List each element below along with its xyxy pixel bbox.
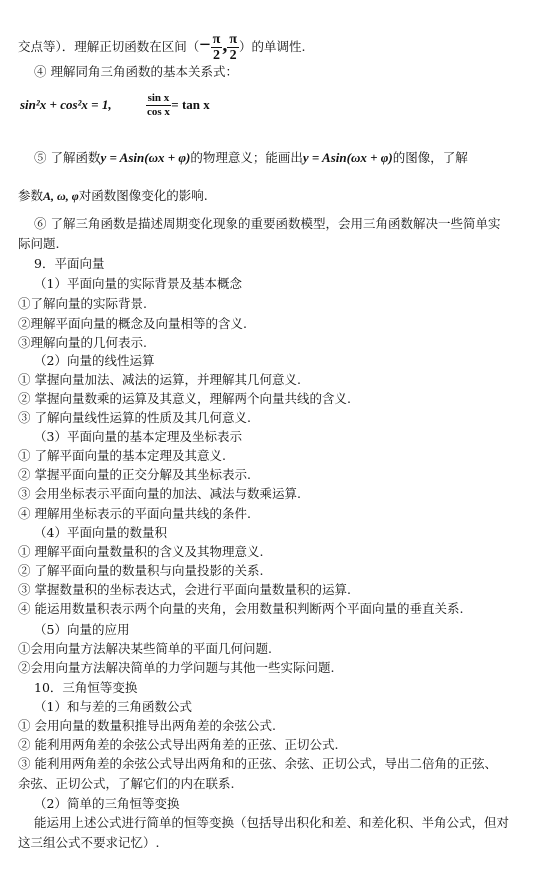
text-line: 余弦、正切公式，了解它们的内在联系. bbox=[18, 776, 235, 791]
text-line: ① 会用向量的数量积推导出两角差的余弦公式. bbox=[18, 718, 276, 733]
text-line: ③ 掌握数量积的坐标表达式，会进行平面向量数量积的运算. bbox=[18, 582, 351, 597]
subsection-heading: （3）平面向量的基本定理及坐标表示 bbox=[34, 429, 242, 444]
numerator: π bbox=[229, 32, 238, 47]
text-line bbox=[18, 188, 208, 204]
text-line: ② 掌握平面向量的正交分解及其坐标表示. bbox=[18, 467, 251, 482]
comma: , bbox=[222, 34, 228, 56]
text-line: 能运用上述公式进行简单的恒等变换（包括导出积化和差、和差化积、半角公式，但对 bbox=[34, 815, 510, 830]
fraction bbox=[146, 92, 172, 119]
formula: y = Asin(ωx + φ) bbox=[302, 150, 393, 165]
text-span: 交点等）．理解正切函数在区间（ bbox=[18, 39, 200, 54]
text-line: ②理解平面向量的概念及向量相等的含义. bbox=[18, 316, 247, 331]
subsection-heading: （2）向量的线性运算 bbox=[34, 353, 155, 368]
text-line: ① 掌握向量加法、减法的运算，并理解其几何意义. bbox=[18, 372, 301, 387]
text-line: 这三组公式不要求记忆）. bbox=[18, 835, 160, 850]
numerator: π bbox=[212, 32, 221, 47]
numerator: sin x bbox=[147, 92, 170, 104]
text-line: ③理解向量的几何表示. bbox=[18, 335, 147, 350]
text-line: 际问题. bbox=[18, 236, 60, 251]
denominator: 2 bbox=[229, 48, 237, 63]
fraction bbox=[211, 32, 223, 63]
denominator: cos x bbox=[146, 106, 170, 118]
text-line: ⑥ 了解三角函数是描述周期变化现象的重要函数模型，会用三角函数解决一些简单实 bbox=[34, 216, 501, 231]
text-line: ① 了解平面向量的基本定理及其意义. bbox=[18, 448, 226, 463]
text-span: ⑤ 了解函数 bbox=[34, 150, 101, 165]
text-line: ③ 能利用两角差的余弦公式导出两角和的正弦、余弦、正切公式，导出二倍角的正弦、 bbox=[18, 756, 497, 771]
text-line: ② 掌握向量数乘的运算及其意义，理解两个向量共线的含义. bbox=[18, 391, 351, 406]
subsection-heading: （5）向量的应用 bbox=[34, 622, 130, 637]
text-line: ② 了解平面向量的数量积与向量投影的关系. bbox=[18, 563, 264, 578]
text-line: ④ 理解同角三角函数的基本关系式： bbox=[34, 64, 238, 79]
text-line: ③ 会用坐标表示平面向量的加法、减法与数乘运算. bbox=[18, 486, 301, 501]
section-heading: 10．三角恒等变换 bbox=[34, 680, 138, 695]
subsection-heading: （1）平面向量的实际背景及基本概念 bbox=[34, 276, 242, 291]
formula: A, ω, φ bbox=[43, 189, 79, 203]
text-line bbox=[34, 150, 468, 166]
text-line: ② 能利用两角差的余弦公式导出两角差的正弦、正切公式. bbox=[18, 737, 339, 752]
text-span: 的图像，了解 bbox=[392, 150, 468, 165]
denominator: 2 bbox=[213, 48, 220, 63]
text-line: ①会用向量方法解决某些简单的平面几何问题. bbox=[18, 641, 272, 656]
text-span: 参数 bbox=[18, 188, 44, 203]
text-line: ④ 理解用坐标表示的平面向量共线的条件. bbox=[18, 506, 251, 521]
section-heading: 9．平面向量 bbox=[34, 256, 105, 271]
fraction bbox=[227, 32, 239, 63]
subsection-heading: （2）简单的三角恒等变换 bbox=[34, 796, 180, 811]
text-span: ）的单调性. bbox=[239, 39, 306, 54]
text-line bbox=[18, 32, 306, 63]
text-line: ①了解向量的实际背景. bbox=[18, 296, 147, 311]
formula-rhs: = tan x bbox=[171, 97, 210, 112]
text-line: ②会用向量方法解决简单的力学问题与其他一些实际问题. bbox=[18, 660, 335, 675]
text-line: ③ 了解向量线性运算的性质及其几何意义. bbox=[18, 410, 251, 425]
subsection-heading: （1）和与差的三角函数公式 bbox=[34, 699, 192, 714]
text-line: ① 理解平面向量数量积的含义及其物理意义. bbox=[18, 544, 264, 559]
text-span: 的物理意义；能画出 bbox=[190, 150, 303, 165]
identity-formula: sin²x + cos²x = 1, bbox=[20, 97, 112, 112]
formula: y = Asin(ωx + φ) bbox=[100, 150, 191, 165]
text-line: ④ 能运用数量积表示两个向量的夹角，会用数量积判断两个平面向量的垂直关系. bbox=[18, 601, 464, 616]
subsection-heading: （4）平面向量的数量积 bbox=[34, 525, 167, 540]
text-span: 对函数图像变化的影响. bbox=[78, 188, 208, 203]
formula-line bbox=[20, 92, 210, 119]
minus-sign: − bbox=[199, 34, 211, 56]
